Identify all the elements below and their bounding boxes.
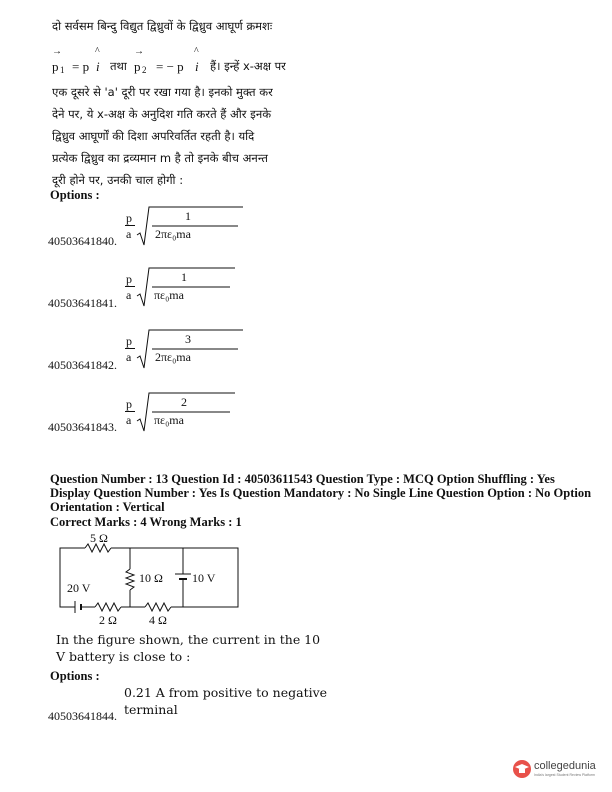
- hat-icon: ^: [194, 46, 199, 57]
- q12-equation-line: [52, 46, 372, 80]
- brand-name: collegedunia: [534, 760, 596, 772]
- q13-marks: Correct Marks : 4 Wrong Marks : 1: [50, 515, 242, 529]
- q12-line-5: द्विध्रुव आघूर्णों की दिशा अपरिवर्तित रहती है। यदि: [52, 129, 255, 143]
- frac-denominator: 2πε₀ma: [155, 350, 191, 364]
- q12-options-label: Options :: [50, 188, 100, 202]
- fraction-bar: [125, 348, 135, 349]
- frac-a: a: [126, 227, 132, 241]
- vector-arrow-icon: →: [134, 46, 144, 57]
- q13-meta-line-2: Display Question Number : Yes Is Question Mandatory : No Single Line Question Option : No Option: [50, 486, 592, 500]
- circuit-diagram: [55, 531, 245, 630]
- q12-option-3[interactable]: [48, 328, 248, 374]
- sqrt-icon: [135, 391, 245, 437]
- option-text-line-2: terminal: [124, 702, 178, 717]
- frac-numerator: 1: [185, 209, 191, 223]
- q12-line-7: दूरी होने पर, उनकी चाल होगी :: [52, 173, 184, 187]
- frac-denominator: 2πε₀ma: [155, 227, 191, 241]
- label-2-ohm: 2 Ω: [99, 613, 117, 627]
- frac-p: p: [126, 211, 132, 225]
- fraction-bar: [125, 225, 135, 226]
- option-id: 40503641843.: [48, 420, 117, 434]
- eq-i-1: i: [96, 59, 100, 74]
- option-id: 40503641841.: [48, 296, 117, 310]
- label-20-v: 20 V: [67, 581, 91, 595]
- frac-numerator: 1: [181, 270, 187, 284]
- label-4-ohm: 4 Ω: [149, 613, 167, 627]
- fraction-bar: [125, 286, 135, 287]
- q13-options-label: Options :: [50, 669, 100, 683]
- q12-option-1[interactable]: [48, 205, 248, 251]
- frac-numerator: 2: [181, 395, 187, 409]
- vector-arrow-icon: →: [52, 46, 62, 57]
- q13-option-1[interactable]: [48, 684, 348, 724]
- option-text-line-1: 0.21 A from positive to negative: [124, 685, 328, 700]
- q13-text-line-2: V battery is close to :: [56, 649, 191, 664]
- graduate-cap-icon: [512, 759, 532, 779]
- frac-p: p: [126, 272, 132, 286]
- frac-denominator: πε₀ma: [154, 413, 184, 427]
- option-id: 40503641840.: [48, 234, 117, 248]
- q12-option-4[interactable]: [48, 391, 248, 437]
- hat-icon: ^: [95, 46, 100, 57]
- label-5-ohm: 5 Ω: [90, 531, 108, 545]
- option-id: 40503641844.: [48, 709, 117, 723]
- eq-equals-2: = − p: [156, 59, 184, 74]
- frac-a: a: [126, 288, 132, 302]
- eq-p2: p: [134, 59, 141, 74]
- q13-meta-line-3: Orientation : Vertical: [50, 500, 165, 514]
- frac-numerator: 3: [185, 332, 191, 346]
- eq-rest: हैं। इन्हें x-अक्ष पर: [210, 59, 286, 73]
- label-10-ohm: 10 Ω: [139, 571, 163, 585]
- q12-option-2[interactable]: [48, 266, 248, 312]
- frac-a: a: [126, 350, 132, 364]
- frac-p: p: [126, 397, 132, 411]
- q12-line-1: दो सर्वसम बिन्दु विद्युत द्विध्रुवों के द्विध्रुव आघूर्ण क्रमशः: [52, 19, 273, 33]
- q12-line-3: एक दूसरे से 'a' दूरी पर रखा गया है। इनको मुक्त कर: [52, 85, 273, 99]
- q12-line-6: प्रत्येक द्विध्रुव का द्रव्यमान m है तो इनके बीच अनन्त: [52, 151, 268, 165]
- eq-p2-sub: 2: [142, 65, 147, 75]
- fraction-bar: [125, 411, 135, 412]
- eq-tatha: तथा: [110, 59, 127, 73]
- eq-equals-1: = p: [72, 59, 90, 74]
- eq-p1-sub: 1: [60, 65, 65, 75]
- collegedunia-watermark: [512, 757, 608, 783]
- eq-i-2: i: [195, 59, 199, 74]
- q13-meta-line-1: Question Number : 13 Question Id : 40503611543 Question Type : MCQ Option Shuffling : Yes: [50, 472, 555, 486]
- q13-text-line-1: In the figure shown, the current in the 10: [56, 632, 321, 647]
- frac-a: a: [126, 413, 132, 427]
- q12-line-4: देने पर, ये x-अक्ष के अनुदिश गति करते हैं और इनके: [52, 107, 272, 121]
- label-10-v: 10 V: [192, 571, 216, 585]
- sqrt-icon: [135, 266, 245, 312]
- eq-p1: p: [52, 59, 59, 74]
- frac-denominator: πε₀ma: [154, 288, 184, 302]
- frac-p: p: [126, 334, 132, 348]
- brand-tagline: India's largest Student Review Platform: [534, 773, 595, 777]
- option-id: 40503641842.: [48, 358, 117, 372]
